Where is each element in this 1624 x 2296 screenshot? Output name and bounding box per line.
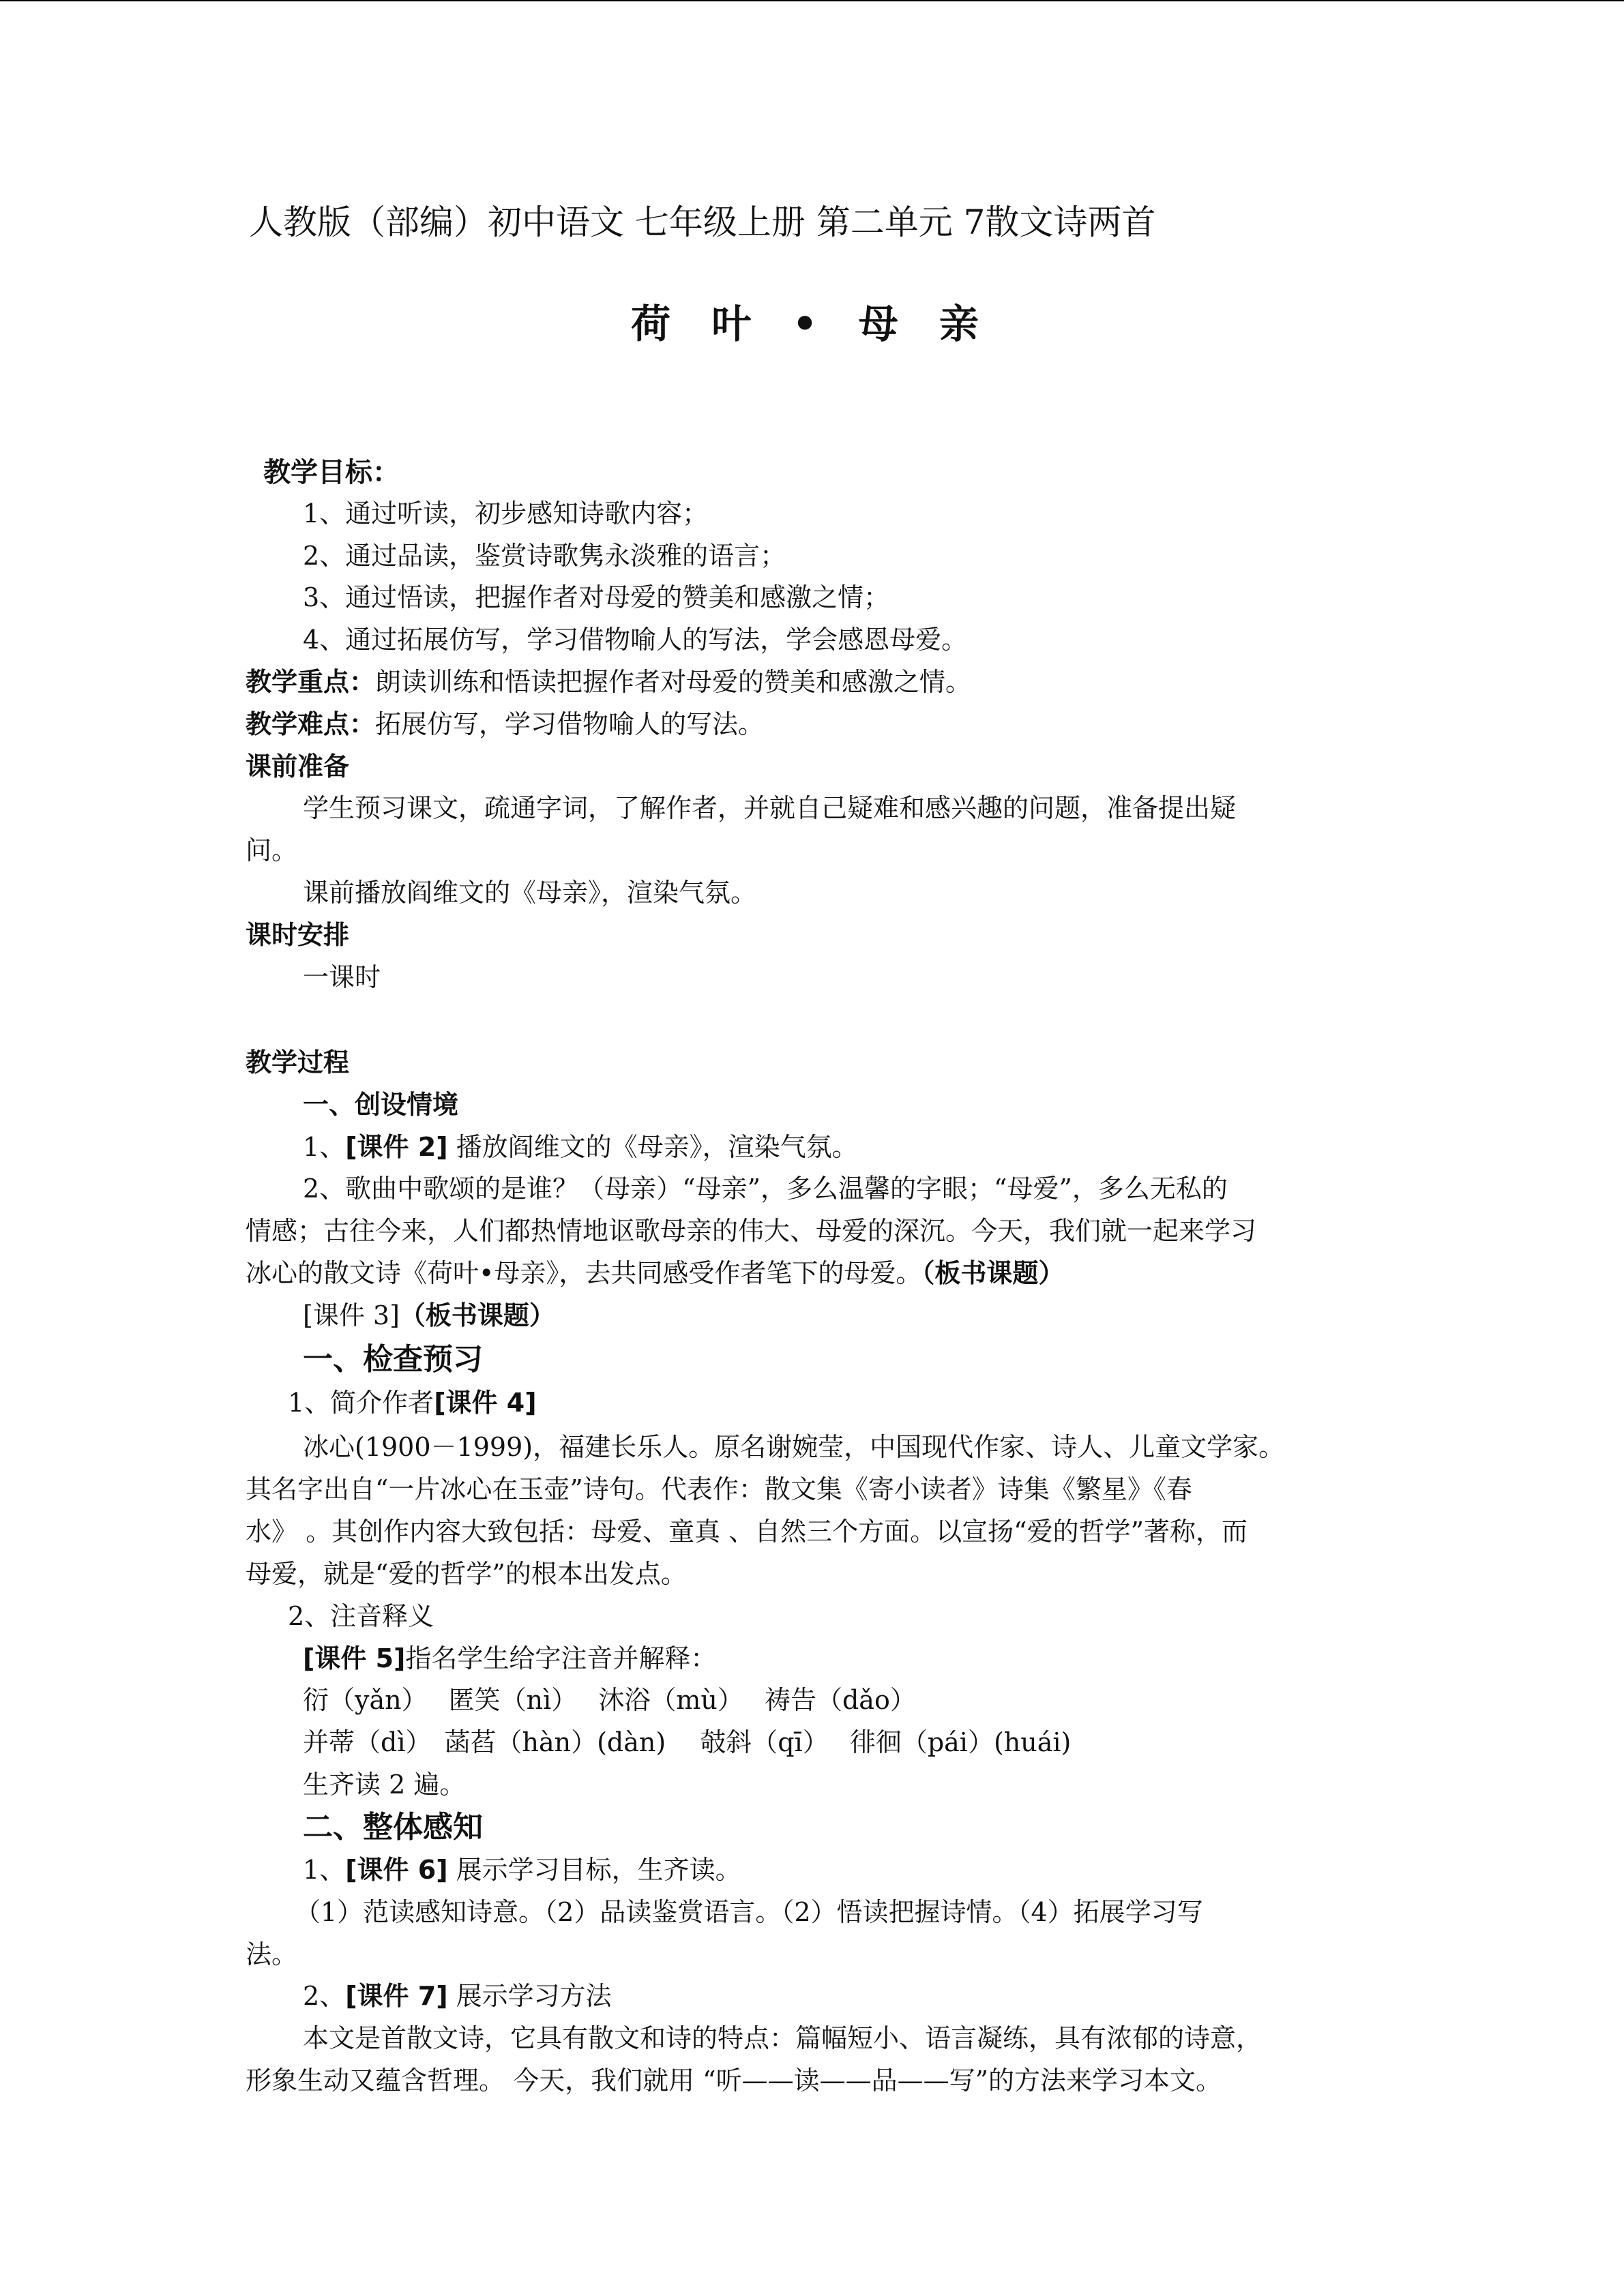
item-text: 播放阎维文的《母亲》，渲染气氛。 [447, 1132, 858, 1162]
paragraph-line: 本文是首散文诗，它具有散文和诗的特点：篇幅短小、语言凝练，具有浓郁的诗意， [303, 2023, 1263, 2053]
pinyin-line: 衍（yǎn） 匿笑（nì） 沐浴（mù） 祷告（dǎo） [303, 1685, 916, 1715]
courseware-tag: [课件 2] [345, 1132, 448, 1162]
paragraph-line: （1）范读感知诗意。（2）品读鉴赏语言。（2）悟读把握诗情。（4）拓展学习写 [295, 1897, 1203, 1927]
section-heading: 二、整体感知 [303, 1810, 483, 1845]
courseware-tag: [课件 7] [345, 1981, 448, 2011]
prep-text: 课前播放阎维文的《母亲》，渲染气氛。 [303, 878, 757, 908]
bio-line: 母爱，就是“爱的哲学”的根本出发点。 [246, 1559, 687, 1589]
difficulty-text: 拓展仿写，学习借物喻人的写法。 [375, 709, 765, 739]
paragraph-line: 情感；古往今来，人们都热情地讴歌母亲的伟大、母爱的深沉。今天，我们就一起来学习 [246, 1216, 1257, 1246]
item-number: 2、 [303, 1981, 346, 2011]
document-header: 人教版（部编）初中语文 七年级上册 第二单元 7散文诗两首 [249, 203, 1156, 242]
prep-text: 问。 [246, 835, 298, 865]
section-heading: 一、检查预习 [303, 1342, 483, 1377]
item-number: 1、 [303, 1132, 346, 1162]
item-heading: 2、注音释义 [288, 1601, 434, 1631]
paragraph-line: 形象生动又蕴含哲理。 今天，我们就用 “听——读——品——写”的方法来学习本文。 [246, 2066, 1222, 2096]
difficulty-label: 教学难点： [246, 709, 376, 739]
paragraph-text: 冰心的散文诗《荷叶•母亲》，去共同感受作者笔下的母爱。 [246, 1258, 922, 1288]
prep-heading: 课前准备 [246, 751, 350, 781]
courseware-tag: [课件 3] [303, 1300, 400, 1330]
item-text: 展示学习目标，生齐读。 [447, 1855, 741, 1885]
paragraph-line: 法。 [246, 1939, 298, 1969]
paragraph-line [246, 1256, 1064, 1290]
bio-line: 水》 。其创作内容大致包括：母爱、童真 、自然三个方面。以宣扬“爱的哲学”著称，而 [246, 1517, 1248, 1547]
key-point-line [246, 665, 971, 699]
bio-line: 其名字出自“一片冰心在玉壶”诗句。代表作：散文集《寄小读者》诗集《繁星》《春 [246, 1474, 1192, 1504]
board-title-tag: （板书课题） [399, 1300, 555, 1330]
schedule-heading: 课时安排 [246, 920, 350, 950]
item-text: 1、简介作者 [288, 1388, 434, 1418]
key-point-text: 朗读训练和悟读把握作者对母爱的赞美和感激之情。 [375, 667, 972, 697]
paragraph [303, 1979, 612, 2013]
prep-text: 学生预习课文，疏通字词，了解作者，并就自己疑难和感兴趣的问题，准备提出疑 [303, 793, 1237, 823]
pinyin-line: 并蒂（dì） 菡萏（hàn）(dàn) 攲斜（qī） 徘徊（pái）(huái) [303, 1727, 1072, 1757]
paragraph [303, 1853, 741, 1887]
top-border-line [0, 0, 1624, 1]
paragraph [303, 1130, 858, 1164]
paragraph-line [288, 1386, 537, 1420]
item-number: 1、 [303, 1855, 346, 1885]
courseware-tag: [课件 5] [303, 1643, 406, 1673]
courseware-tag: [课件 4] [434, 1388, 537, 1418]
objectives-heading: 教学目标： [263, 457, 400, 488]
difficulty-line [246, 707, 764, 741]
paragraph-text: 指名学生给字注音并解释： [405, 1643, 717, 1673]
item-text: 展示学习方法 [447, 1981, 612, 2011]
schedule-text: 一课时 [303, 962, 381, 992]
courseware-tag: [课件 6] [345, 1855, 448, 1885]
objective-item: 1、通过听读，初步感知诗歌内容； [303, 498, 709, 528]
board-title-tag: （板书课题） [921, 1258, 1065, 1288]
objective-item: 4、通过拓展仿写，学习借物喻人的写法，学会感恩母爱。 [303, 625, 968, 655]
objective-item: 2、通过品读，鉴赏诗歌隽永淡雅的语言； [303, 541, 786, 571]
process-heading: 教学过程 [246, 1047, 350, 1077]
bio-line: 冰心(1900－1999)，福建长乐人。原名谢婉莹，中国现代作家、诗人、儿童文学家。 [303, 1432, 1285, 1462]
paragraph-line [303, 1641, 716, 1675]
section-heading: 一、创设情境 [303, 1090, 459, 1120]
page-title: 荷 叶 • 母 亲 [631, 301, 992, 347]
paragraph-line [303, 1298, 555, 1332]
paragraph-line: 2、歌曲中歌颂的是谁？（母亲）“母亲”，多么温馨的字眼；“母爱”，多么无私的 [303, 1174, 1228, 1204]
key-point-label: 教学重点： [246, 667, 376, 697]
objective-item: 3、通过悟读，把握作者对母爱的赞美和感激之情； [303, 582, 890, 612]
paragraph-line: 生齐读 2 遍。 [303, 1770, 466, 1800]
